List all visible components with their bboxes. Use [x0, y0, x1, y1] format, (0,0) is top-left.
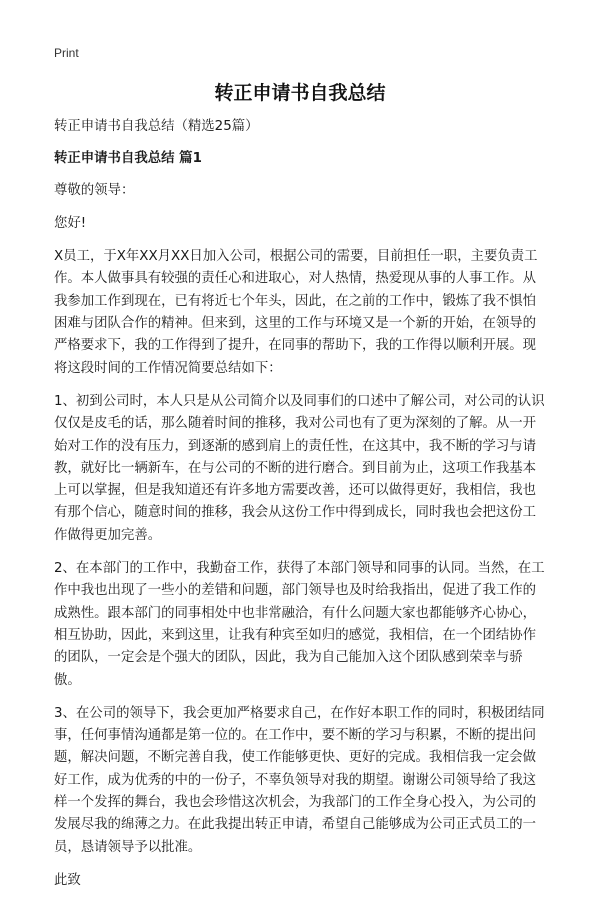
salutation: 尊敬的领导：: [54, 182, 135, 198]
closing: 此致: [54, 872, 81, 888]
print-link[interactable]: Print: [54, 46, 79, 60]
document-body: [54, 116, 548, 903]
document-subtitle: 转正申请书自我总结（精选25篇）: [54, 119, 259, 134]
greeting: 您好!: [54, 215, 87, 231]
body-paragraph-intro: X员工，于X年XX月XX日加入公司，根据公司的需要，目前担任一职，主要负责工作。本人做事具有较强的责任心和进取心，对人热情，热爱现从事的人事工作。从我参加工作到现在，已有将近七个年头，因此，在之前的工作中，锻炼了我不惧怕困难与团队合作的精神。但来到，这里的工作与环境又是一个新的开始，在领导的严格要求下，我的工作得到了提升，在同事的帮助下，我的工作得以顺利开展。现将这段时间的工作情况简要总结如下：: [54, 249, 538, 376]
section-heading: 转正申请书自我总结 篇1: [54, 151, 202, 167]
page-title: 转正申请书自我总结: [214, 82, 386, 104]
body-paragraph-1: 1、初到公司时，本人只是从公司简介以及同事们的口述中了解公司，对公司的认识仅仅是皮毛的话，那么随着时间的推移，我对公司也有了更为深刻的了解。从一开始对工作的没有压力，到逐渐的感到肩上的责任性，在这其中，我不断的学习与请教，就好比一辆新车，在与公司的不断的进行磨合。到目前为止，这项工作我基本上可以掌握，但是我知道还有许多地方需要改善，还可以做得更好，我相信，我也有那个信心，随意时间的推移，我会从这份工作中得到成长，同时我也会把这份工作做得更加完善。: [54, 393, 545, 543]
body-paragraph-3: 3、在公司的领导下，我会更加严格要求自己，在作好本职工作的同时，积极团结同事，任何事情沟通都是第一位的。在工作中，要不断的学习与积累，不断的提出问题，解决问题，不断完善自我，使工作能够更快、更好的完成。我相信我一定会做好工作，成为优秀的中的一份子，不辜负领导对我的期望。谢谢公司领导给了我这样一个发挥的舞台，我也会珍惜这次机会，为我部门的工作全身心投入，为公司的发展尽我的绵薄之力。在此我提出转正申请，希望自己能够成为公司正式员工的一员，恳请领导予以批准。: [54, 705, 545, 855]
body-paragraph-2: 2、在本部门的工作中，我勤奋工作，获得了本部门领导和同事的认同。当然，在工作中我也出现了一些小的差错和问题，部门领导也及时给我指出，促进了我工作的成熟性。跟本部门的同事相处中也非常融洽，有什么问题大家也都能够齐心协心，相互协助，因此，来到这里，让我有种宾至如归的感觉，我相信，在一个团结协作的团队，一定会是个强大的团队，因此，我为自己能加入这个团队感到荣幸与骄傲。: [54, 561, 545, 688]
